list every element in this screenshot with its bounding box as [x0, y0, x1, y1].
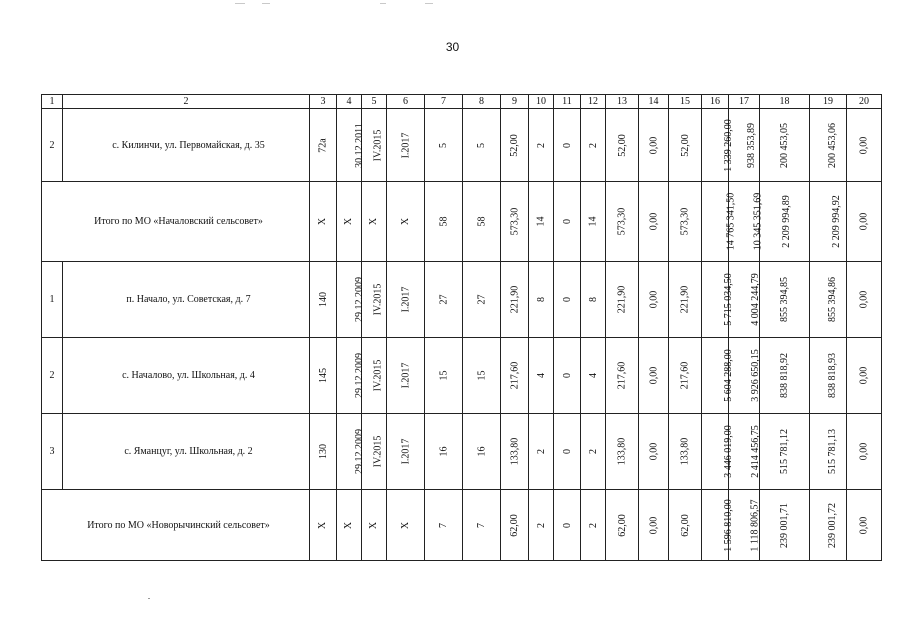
cell-value: 5 715 034,50 — [722, 273, 734, 326]
cell-value: 0 — [561, 522, 573, 528]
value-cell — [529, 414, 554, 490]
cell-value: 0 — [561, 297, 573, 302]
value-cell — [847, 490, 882, 561]
value-cell — [425, 338, 463, 414]
scan-artifact — [380, 3, 386, 4]
total-row — [42, 490, 882, 561]
value-cell — [639, 490, 669, 561]
value-cell — [760, 490, 810, 561]
cell-value: 573,30 — [679, 207, 691, 236]
value-cell — [554, 109, 581, 182]
cell-value: 0,00 — [648, 516, 659, 534]
address-cell: с. Началово, ул. Школьная, д. 4 — [63, 338, 310, 414]
cell-value: 4 — [535, 373, 547, 378]
cell-value: 2 — [587, 449, 599, 454]
cell-value: 72а — [317, 137, 329, 153]
value-cell — [702, 414, 734, 490]
cell-value: 838 818,92 — [779, 353, 790, 398]
cell-value: X — [317, 521, 329, 529]
cell-value: 3 926 650,15 — [749, 349, 761, 402]
cell-value: X — [343, 521, 355, 529]
cell-value: 62,00 — [509, 513, 520, 537]
cell-value: 1 118 806,57 — [749, 498, 761, 552]
value-cell — [529, 338, 554, 414]
value-cell — [606, 490, 639, 561]
cell-value: 58 — [438, 216, 449, 227]
cell-value: 5 — [476, 142, 487, 148]
cell-value: 0 — [561, 449, 573, 454]
cell-value: 4 004 244,79 — [749, 273, 761, 326]
cell-value: 217,60 — [679, 361, 691, 390]
column-number: 19 — [810, 95, 847, 109]
value-cell — [529, 262, 554, 338]
row-number: 1 — [42, 262, 63, 338]
value-cell — [554, 262, 581, 338]
value-cell — [310, 338, 337, 414]
cell-value: 10 345 351,69 — [752, 192, 764, 251]
value-cell — [554, 490, 581, 561]
value-cell — [639, 109, 669, 182]
address-cell: п. Начало, ул. Советская, д. 7 — [63, 262, 310, 338]
cell-value: 52,00 — [679, 133, 691, 157]
value-cell — [387, 490, 425, 561]
cell-value: 15 — [476, 370, 487, 381]
value-cell — [606, 262, 639, 338]
cell-value: X — [317, 217, 329, 226]
cell-value: IV.2015 — [372, 359, 384, 392]
cell-value: 133,80 — [679, 437, 691, 466]
value-cell — [702, 262, 734, 338]
cell-value: 16 — [438, 446, 449, 457]
cell-value: 30.12.2011 — [353, 122, 365, 168]
column-number: 9 — [501, 95, 529, 109]
cell-value: 130 — [317, 444, 329, 459]
column-number: 16 — [702, 95, 729, 109]
cell-value: 58 — [476, 216, 487, 227]
page-number: 30 — [445, 40, 460, 54]
total-label: Итого по МО «Началовский сельсовет» — [42, 182, 310, 262]
value-cell — [425, 182, 463, 262]
value-cell — [810, 338, 847, 414]
cell-value: IV.2015 — [372, 283, 384, 316]
value-cell — [847, 414, 882, 490]
value-cell — [702, 109, 734, 182]
cell-value: 217,60 — [616, 361, 628, 390]
value-cell — [702, 490, 734, 561]
value-cell — [362, 338, 387, 414]
cell-value: 3 446 019,00 — [722, 425, 734, 478]
value-cell — [581, 182, 606, 262]
cell-value: X — [368, 217, 380, 226]
cell-value: 221,90 — [679, 285, 691, 314]
value-cell — [387, 262, 425, 338]
value-cell — [463, 490, 501, 561]
value-cell — [760, 182, 810, 262]
value-cell — [337, 262, 365, 338]
cell-value: I.2017 — [400, 132, 411, 158]
value-cell — [847, 109, 882, 182]
column-number: 11 — [554, 95, 581, 109]
cell-value: 217,60 — [509, 361, 521, 390]
cell-value: 0,00 — [858, 136, 870, 154]
address-cell: с. Килинчи, ул. Первомайская, д. 35 — [63, 109, 310, 182]
value-cell — [847, 338, 882, 414]
value-cell — [310, 490, 337, 561]
cell-value: 200 453,06 — [827, 122, 838, 168]
cell-value: 0,00 — [648, 366, 659, 385]
value-cell — [337, 109, 365, 182]
cell-value: 0,00 — [858, 442, 870, 461]
cell-value: 0,00 — [858, 366, 870, 385]
column-number: 13 — [606, 95, 639, 109]
value-cell — [501, 109, 529, 182]
scan-artifact — [235, 3, 245, 4]
cell-value: 0 — [561, 219, 573, 224]
value-cell — [425, 109, 463, 182]
total-label: Итого по МО «Новорычинский сельсовет» — [42, 490, 310, 561]
cell-value: 855 394,85 — [779, 277, 790, 322]
table-row — [42, 262, 882, 338]
cell-value: 0,00 — [648, 442, 659, 461]
cell-value: 938 353,89 — [746, 122, 757, 168]
cell-value: 133,80 — [509, 437, 521, 466]
cell-value: 8 — [587, 297, 599, 302]
total-row — [42, 182, 882, 262]
cell-value: 0,00 — [858, 516, 870, 534]
cell-value: 52,00 — [509, 133, 520, 157]
value-cell — [669, 262, 702, 338]
value-cell — [362, 262, 387, 338]
cell-value: 29.12.2009 — [354, 429, 365, 474]
cell-value: 5 — [438, 142, 449, 148]
value-cell — [639, 262, 669, 338]
value-cell — [501, 490, 529, 561]
value-cell — [760, 262, 810, 338]
cell-value: 133,80 — [616, 437, 628, 466]
cell-value: 855 394,86 — [827, 277, 838, 322]
cell-value: 1 596 810,00 — [722, 498, 734, 552]
value-cell — [760, 414, 810, 490]
row-number: 2 — [42, 109, 63, 182]
column-number: 4 — [337, 95, 362, 109]
cell-value: 62,00 — [679, 513, 691, 537]
column-number: 12 — [581, 95, 606, 109]
scan-artifact — [148, 598, 150, 599]
cell-value: 27 — [438, 294, 449, 305]
column-number: 20 — [847, 95, 882, 109]
value-cell — [760, 109, 810, 182]
column-number: 3 — [310, 95, 337, 109]
cell-value: 62,00 — [616, 513, 628, 537]
value-cell — [669, 338, 702, 414]
cell-value: 14 — [587, 216, 599, 227]
value-cell — [847, 262, 882, 338]
value-cell — [760, 338, 810, 414]
column-number: 5 — [362, 95, 387, 109]
column-number: 17 — [729, 95, 760, 109]
value-cell — [810, 109, 847, 182]
column-number: 10 — [529, 95, 554, 109]
cell-value: 515 781,13 — [827, 429, 838, 474]
value-cell — [702, 182, 737, 262]
value-cell — [639, 338, 669, 414]
value-cell — [463, 109, 501, 182]
scan-artifact — [262, 3, 270, 4]
column-number: 8 — [463, 95, 501, 109]
cell-value: 29.12.2009 — [354, 353, 365, 398]
value-cell — [554, 182, 581, 262]
column-number: 15 — [669, 95, 702, 109]
cell-value: 1 339 260,00 — [722, 118, 734, 172]
cell-value: 573,30 — [509, 207, 521, 236]
value-cell — [463, 414, 501, 490]
value-cell — [310, 109, 337, 182]
cell-value: 239 001,72 — [827, 502, 838, 548]
value-cell — [606, 109, 639, 182]
data-table — [41, 94, 882, 561]
row-number: 2 — [42, 338, 63, 414]
cell-value: I.2017 — [400, 438, 411, 465]
cell-value: 221,90 — [509, 285, 521, 314]
value-cell — [606, 414, 639, 490]
value-cell — [463, 182, 501, 262]
value-cell — [581, 414, 606, 490]
cell-value: 838 818,93 — [827, 353, 838, 398]
value-cell — [362, 490, 387, 561]
value-cell — [554, 338, 581, 414]
cell-value: 52,00 — [616, 133, 628, 157]
value-cell — [501, 414, 529, 490]
value-cell — [337, 414, 365, 490]
cell-value: 2 — [535, 522, 547, 528]
value-cell — [529, 490, 554, 561]
value-cell — [425, 414, 463, 490]
column-number-row — [42, 95, 882, 109]
cell-value: 0 — [561, 373, 573, 378]
cell-value: 2 — [587, 522, 599, 528]
value-cell — [847, 182, 882, 262]
value-cell — [501, 338, 529, 414]
value-cell — [310, 182, 337, 262]
cell-value: 0,00 — [648, 290, 659, 309]
cell-value: X — [399, 521, 411, 529]
cell-value: IV.2015 — [372, 129, 384, 161]
cell-value: 2 209 994,92 — [830, 195, 842, 248]
cell-value: 515 781,12 — [779, 429, 790, 474]
cell-value: 27 — [476, 294, 487, 305]
cell-value: 145 — [317, 368, 329, 383]
value-cell — [554, 414, 581, 490]
value-cell — [463, 262, 501, 338]
value-cell — [810, 414, 847, 490]
value-cell — [425, 490, 463, 561]
cell-value: 140 — [317, 292, 329, 307]
cell-value: X — [343, 217, 355, 226]
cell-value: 4 — [587, 373, 599, 378]
cell-value: 239 001,71 — [779, 502, 790, 548]
value-cell — [387, 338, 425, 414]
value-cell — [581, 109, 606, 182]
cell-value: I.2017 — [400, 362, 411, 389]
value-cell — [810, 182, 847, 262]
value-cell — [529, 109, 554, 182]
value-cell — [810, 262, 847, 338]
cell-value: 0,00 — [648, 212, 659, 231]
cell-value: 29.12.2009 — [354, 277, 365, 322]
table-row — [42, 109, 882, 182]
cell-value: 0 — [561, 142, 573, 148]
value-cell — [639, 414, 669, 490]
row-number: 3 — [42, 414, 63, 490]
cell-value: 14 765 341,50 — [725, 192, 737, 251]
value-cell — [337, 490, 362, 561]
cell-value: X — [368, 521, 380, 529]
value-cell — [387, 182, 425, 262]
value-cell — [362, 182, 387, 262]
value-cell — [387, 109, 425, 182]
value-cell — [501, 262, 529, 338]
table-body — [42, 95, 882, 561]
value-cell — [310, 414, 337, 490]
cell-value: 0,00 — [858, 290, 870, 309]
value-cell — [810, 490, 847, 561]
cell-value: X — [399, 217, 411, 226]
cell-value: 15 — [438, 370, 449, 381]
column-number: 7 — [425, 95, 463, 109]
value-cell — [669, 490, 702, 561]
cell-value: 5 604 288,00 — [722, 349, 734, 402]
cell-value: 0,00 — [858, 212, 870, 231]
address-cell: с. Яманцуг, ул. Школьная, д. 2 — [63, 414, 310, 490]
value-cell — [702, 338, 734, 414]
value-cell — [581, 490, 606, 561]
cell-value: 8 — [535, 297, 547, 302]
cell-value: 221,90 — [616, 285, 628, 314]
value-cell — [529, 182, 554, 262]
column-number: 1 — [42, 95, 63, 109]
table-row — [42, 338, 882, 414]
table-row — [42, 414, 882, 490]
value-cell — [425, 262, 463, 338]
cell-value: 7 — [438, 522, 449, 528]
value-cell — [337, 182, 362, 262]
value-cell — [669, 109, 702, 182]
column-number: 6 — [387, 95, 425, 109]
cell-value: I.2017 — [400, 286, 411, 313]
cell-value: IV.2015 — [372, 435, 384, 468]
cell-value: 7 — [476, 522, 487, 528]
cell-value: 200 453,05 — [779, 122, 790, 168]
value-cell — [362, 109, 387, 182]
column-number: 14 — [639, 95, 669, 109]
cell-value: 573,30 — [616, 207, 628, 236]
value-cell — [362, 414, 387, 490]
value-cell — [337, 338, 365, 414]
value-cell — [463, 338, 501, 414]
column-number: 2 — [63, 95, 310, 109]
cell-value: 2 — [587, 142, 599, 148]
value-cell — [581, 262, 606, 338]
value-cell — [387, 414, 425, 490]
value-cell — [639, 182, 669, 262]
value-cell — [310, 262, 337, 338]
cell-value: 2 209 994,89 — [780, 195, 792, 248]
value-cell — [581, 338, 606, 414]
value-cell — [606, 182, 639, 262]
value-cell — [669, 414, 702, 490]
value-cell — [606, 338, 639, 414]
cell-value: 2 414 456,75 — [749, 425, 761, 478]
cell-value: 2 — [535, 142, 547, 148]
cell-value: 14 — [535, 216, 547, 227]
value-cell — [669, 182, 702, 262]
scan-artifact — [425, 3, 433, 4]
cell-value: 2 — [535, 449, 547, 454]
cell-value: 0,00 — [648, 136, 659, 154]
cell-value: 16 — [476, 446, 487, 457]
value-cell — [501, 182, 529, 262]
column-number: 18 — [760, 95, 810, 109]
